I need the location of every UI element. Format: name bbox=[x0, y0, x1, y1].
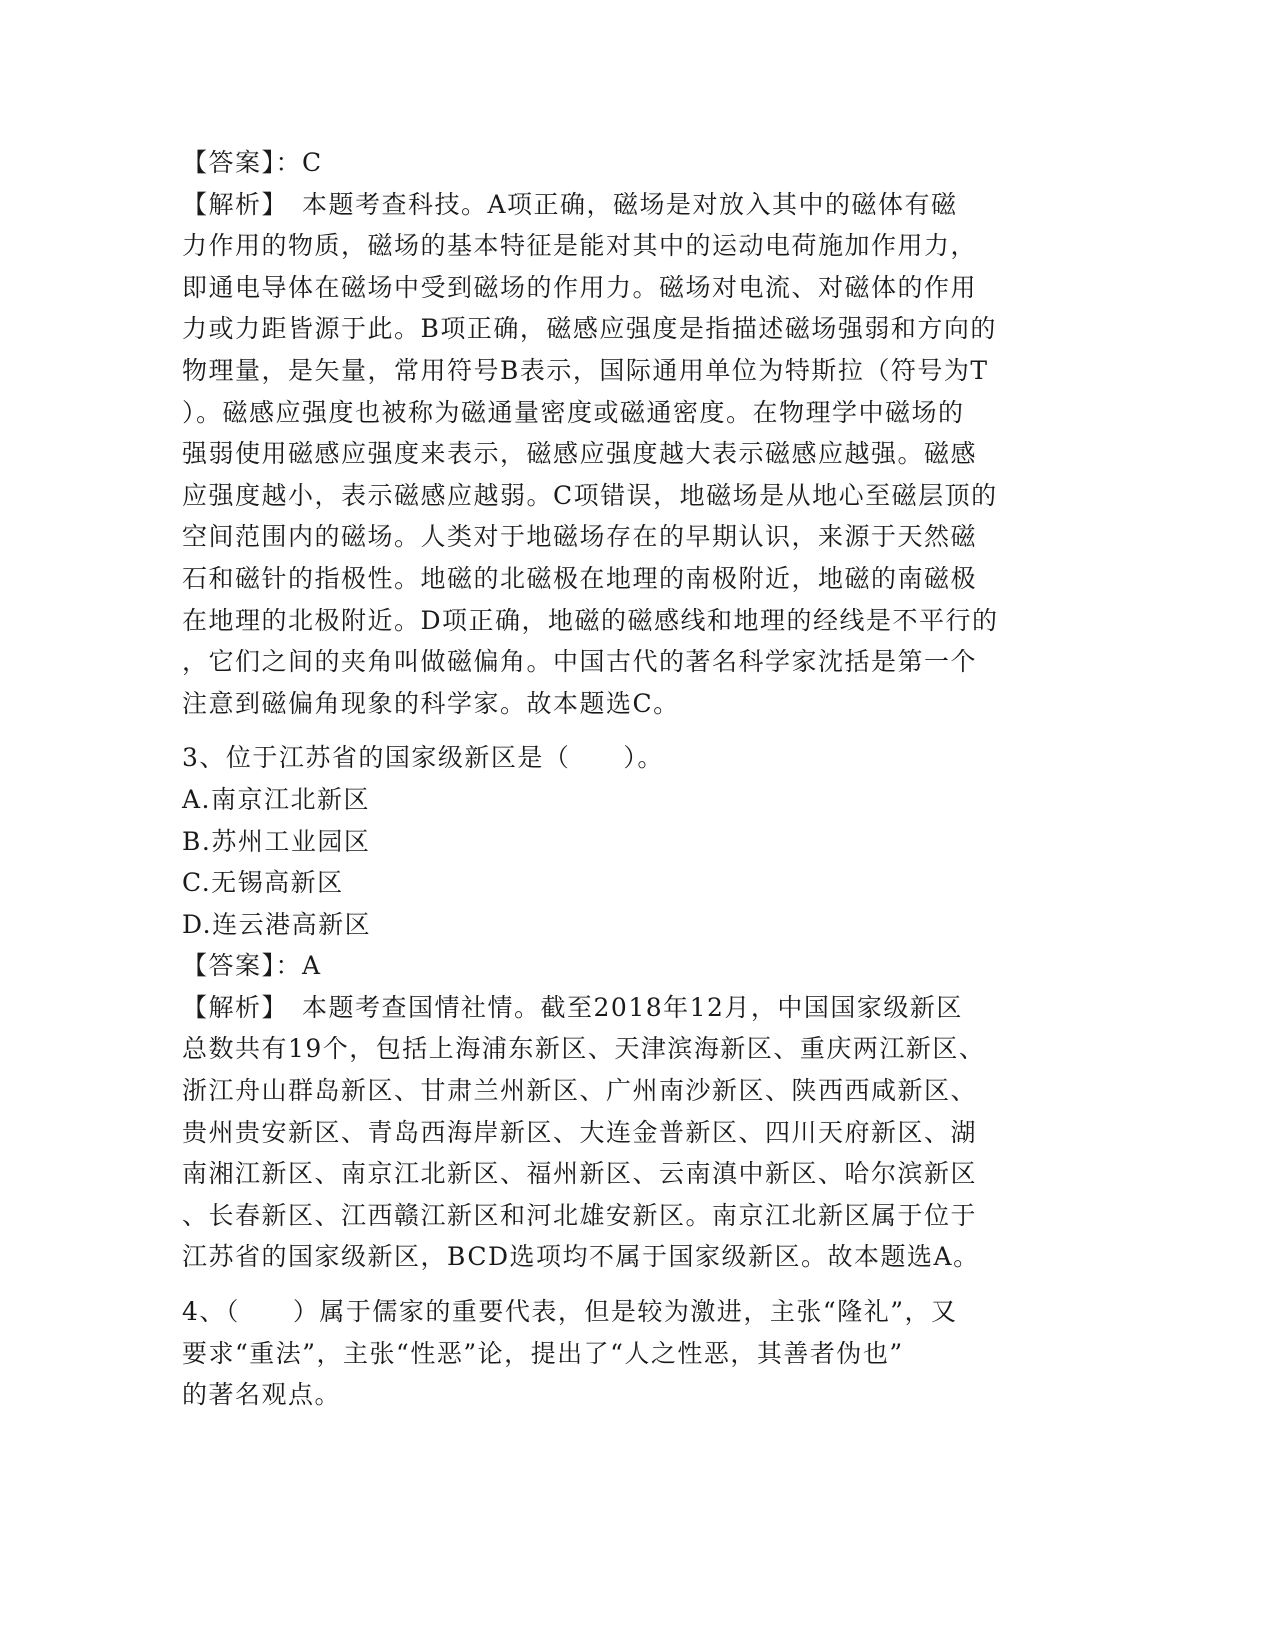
paragraph-gap bbox=[182, 1278, 1062, 1291]
q2-explanation-line: 力作用的物质，磁场的基本特征是能对其中的运动电荷施加作用力， bbox=[182, 231, 978, 261]
q2-answer: 【答案】：C bbox=[182, 148, 323, 177]
q2-explanation-line: 力或力距皆源于此。B项正确，磁感应强度是指描述磁场强弱和方向的 bbox=[182, 314, 997, 344]
q3-explanation-line: 浙江舟山群岛新区、甘肃兰州新区、广州南沙新区、陕西西咸新区、 bbox=[182, 1076, 978, 1106]
q2-explanation-line: 【解析】 本题考查科技。A项正确，磁场是对放入其中的磁体有磁 bbox=[182, 189, 958, 219]
q3-option-c: C.无锡高新区 bbox=[182, 868, 344, 898]
q3-explanation-line: 、长春新区、江西赣江新区和河北雄安新区。南京江北新区属于位于 bbox=[182, 1200, 978, 1230]
q2-explanation-line: 强弱使用磁感应强度来表示，磁感应强度越大表示磁感应越强。磁感 bbox=[182, 439, 978, 469]
q3-option-d: D.连云港高新区 bbox=[182, 909, 372, 939]
q2-explanation-line: 在地理的北极附近。D项正确，地磁的磁感线和地理的经线是不平行的 bbox=[182, 605, 999, 635]
q3-explanation-line: 【解析】 本题考查国情社情。截至2018年12月，中国国家级新区 bbox=[182, 992, 963, 1022]
q3-explanation-line: 江苏省的国家级新区，BCD选项均不属于国家级新区。故本题选A。 bbox=[182, 1242, 980, 1272]
page-content bbox=[182, 142, 1062, 1416]
q2-explanation-line: 空间范围内的磁场。人类对于地磁场存在的早期认识，来源于天然磁 bbox=[182, 522, 978, 552]
q3-explanation-line: 贵州贵安新区、青岛西海岸新区、大连金普新区、四川天府新区、湖 bbox=[182, 1117, 978, 1147]
q2-explanation-line: ，它们之间的夹角叫做磁偏角。中国古代的著名科学家沈括是第一个 bbox=[182, 647, 978, 677]
q2-explanation-line: 石和磁针的指极性。地磁的北磁极在地理的南极附近，地磁的南磁极 bbox=[182, 563, 978, 593]
q4-question-line: 4、（ ）属于儒家的重要代表，但是较为激进，主张“隆礼”，又 bbox=[182, 1297, 958, 1327]
q3-option-a: A.南京江北新区 bbox=[182, 784, 371, 814]
q2-explanation-line: 即通电导体在磁场中受到磁场的作用力。磁场对电流、对磁体的作用 bbox=[182, 272, 978, 302]
q2-explanation-line: ）。磁感应强度也被称为磁通量密度或磁通密度。在物理学中磁场的 bbox=[182, 397, 965, 427]
paragraph-gap bbox=[182, 724, 1062, 737]
q2-explanation-line: 物理量，是矢量，常用符号B表示，国际通用单位为特斯拉（符号为T bbox=[182, 355, 989, 385]
q3-question: 3、位于江苏省的国家级新区是（ ）。 bbox=[182, 743, 664, 773]
q4-question-line: 要求“重法”，主张“性恶”论，提出了“人之性恶，其善者伪也” bbox=[182, 1338, 904, 1368]
q3-explanation-line: 总数共有19个，包括上海浦东新区、天津滨海新区、重庆两江新区、 bbox=[182, 1034, 986, 1064]
q3-answer: 【答案】：A bbox=[182, 951, 322, 981]
q3-option-b: B.苏州工业园区 bbox=[182, 826, 371, 856]
q3-explanation-line: 南湘江新区、南京江北新区、福州新区、云南滇中新区、哈尔滨新区 bbox=[182, 1159, 978, 1189]
q2-explanation-line: 注意到磁偏角现象的科学家。故本题选C。 bbox=[182, 688, 680, 718]
q2-explanation-line: 应强度越小，表示磁感应越弱。C项错误，地磁场是从地心至磁层顶的 bbox=[182, 480, 998, 510]
q4-question-line: 的著名观点。 bbox=[182, 1380, 342, 1410]
